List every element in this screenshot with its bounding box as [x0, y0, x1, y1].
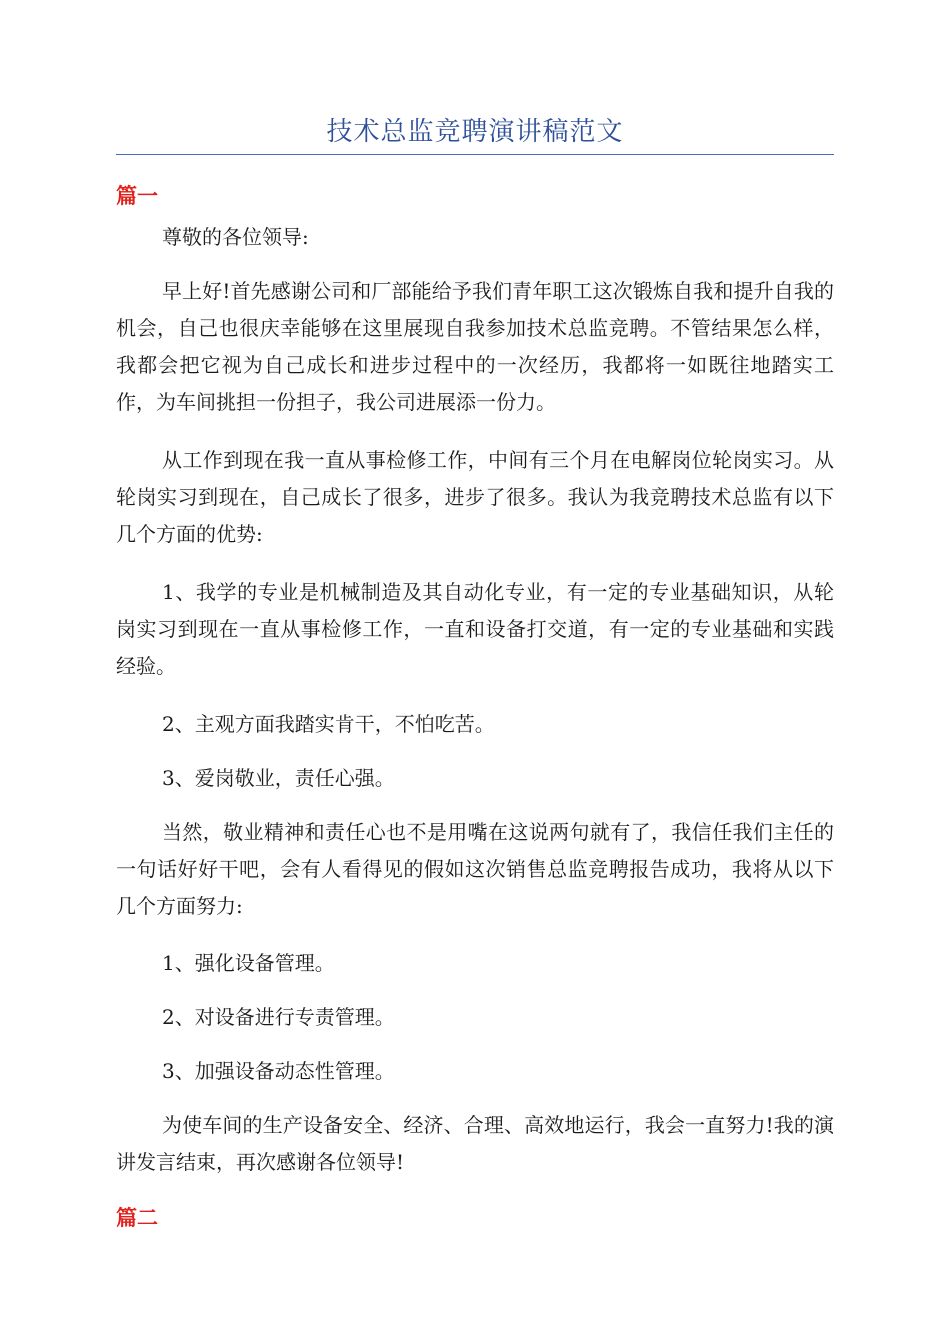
paragraph-commitment: 当然，敬业精神和责任心也不是用嘴在这说两句就有了，我信任我们主任的一句话好好干吧，会有人看得见的假如这次销售总监竞聘报告成功，我将从以下几个方面努力: [116, 820, 834, 918]
paragraph-plan-2: 2、对设备进行专责管理。 [162, 1005, 395, 1029]
paragraph-salutation: 尊敬的各位领导: [162, 225, 309, 249]
paragraph-plan-3: 3、加强设备动态性管理。 [162, 1059, 395, 1083]
title-divider [116, 154, 834, 155]
paragraph-closing: 为使车间的生产设备安全、经济、合理、高效地运行，我会一直努力!我的演讲发言结束，再次感谢各位领导! [116, 1113, 834, 1174]
document-page [116, 0, 834, 1344]
section-heading-1: 篇一 [116, 184, 158, 208]
paragraph-experience: 从工作到现在我一直从事检修工作，中间有三个月在电解岗位轮岗实习。从轮岗实习到现在，自己成长了很多，进步了很多。我认为我竞聘技术总监有以下几个方面的优势: [116, 448, 834, 546]
paragraph-advantage-1: 1、我学的专业是机械制造及其自动化专业，有一定的专业基础知识，从轮岗实习到现在一直从事检修工作，一直和设备打交道，有一定的专业基础和实践经验。 [116, 580, 834, 678]
paragraph-advantage-2: 2、主观方面我踏实肯干，不怕吃苦。 [162, 712, 495, 736]
paragraph-plan-1: 1、强化设备管理。 [162, 951, 335, 975]
section-heading-2: 篇二 [116, 1206, 158, 1230]
paragraph-opening: 早上好!首先感谢公司和厂部能给予我们青年职工这次锻炼自我和提升自我的机会，自己也很庆幸能够在这里展现自我参加技术总监竞聘。不管结果怎么样，我都会把它视为自己成长和进步过程中的一次经历，我都将一如既往地踏实工作，为车间挑担一份担子，我公司进展添一份力。 [116, 279, 834, 414]
document-title: 技术总监竞聘演讲稿范文 [326, 117, 624, 147]
paragraph-advantage-3: 3、爱岗敬业，责任心强。 [162, 766, 395, 790]
